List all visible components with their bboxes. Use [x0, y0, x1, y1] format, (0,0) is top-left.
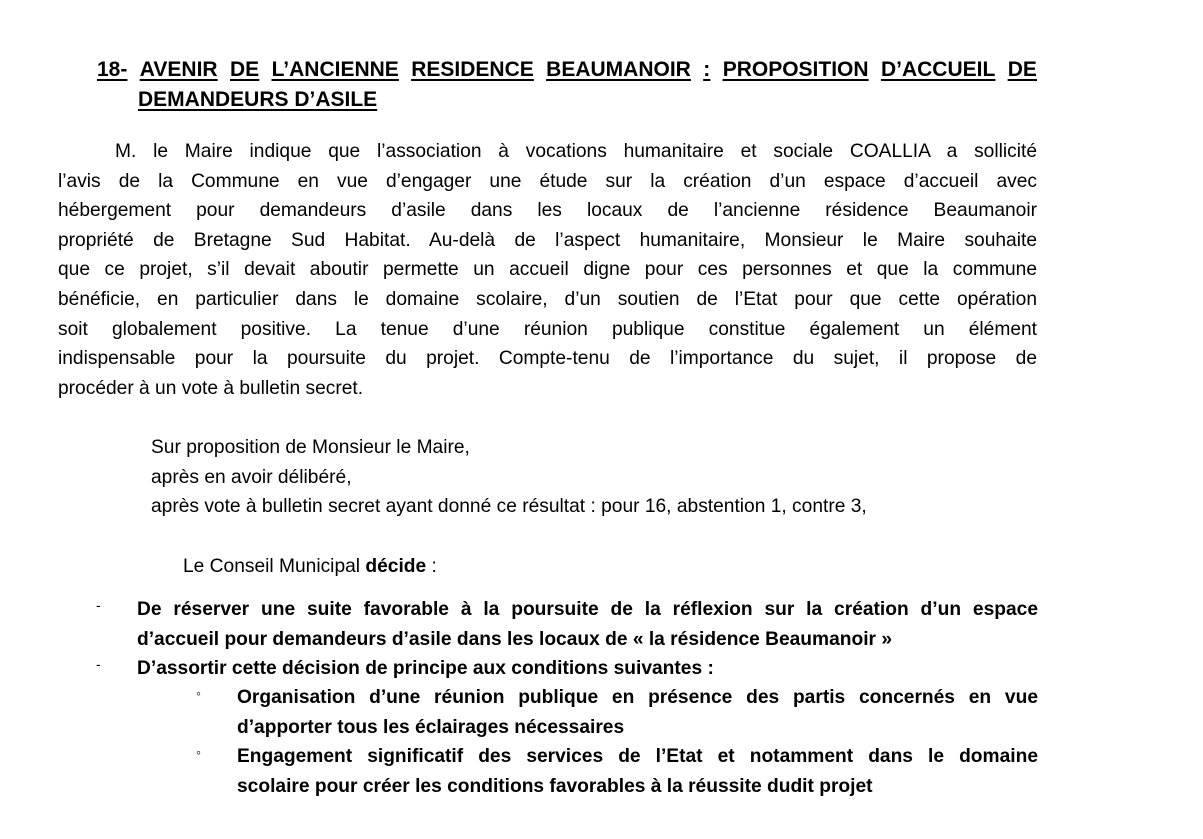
list-item-line: D’assortir cette décision de principe aux conditions suivantes :	[137, 658, 714, 680]
consideration-line: après en avoir délibéré,	[151, 466, 352, 488]
paragraph-line: indispensable pour la poursuite du projet. Compte-tenu de l’importance du sujet, il propose de	[58, 348, 1037, 370]
heading-word: BEAUMANOIR	[546, 58, 691, 81]
heading-word: 18-	[97, 58, 128, 81]
paragraph-line: propriété de Bretagne Sud Habitat. Au-delà de l’aspect humanitaire, Monsieur le Maire souhaite	[58, 229, 1037, 251]
intro-paragraph	[58, 137, 1037, 403]
heading-word: DE	[1007, 58, 1037, 81]
decision-prefix: Le Conseil Municipal	[183, 556, 366, 577]
list-item	[96, 654, 1038, 684]
heading-word: AVENIR	[139, 58, 218, 81]
heading-word: RESIDENCE	[411, 58, 534, 81]
paragraph-line: procéder à un vote à bulletin secret.	[58, 377, 364, 399]
sub-item-line: Organisation d’une réunion publique en présence des partis concernés en vue	[237, 687, 1038, 708]
consideration-line: après vote à bulletin secret ayant donné ce résultat : pour 16, abstention 1, contre 3,	[151, 496, 867, 518]
heading-line-1	[97, 55, 1037, 85]
decision-list	[96, 595, 1038, 684]
circle-bullet: ◦	[196, 685, 201, 701]
circle-bullet: ◦	[196, 744, 201, 761]
conditions-list	[196, 683, 1038, 801]
heading-word: PROPOSITION	[722, 58, 869, 81]
heading-word: DE	[230, 58, 260, 81]
section-heading	[97, 55, 1037, 115]
decision-verb: décide	[365, 556, 427, 577]
consideration-line: Sur proposition de Monsieur le Maire,	[151, 437, 470, 458]
heading-word: D’ACCUEIL	[880, 58, 996, 81]
paragraph-line: que ce projet, s’il devait aboutir permette un accueil digne pour ces personnes et que la commune	[58, 259, 1037, 281]
decision-suffix: :	[426, 556, 437, 577]
list-item-line: d’accueil pour demandeurs d’asile dans les locaux de « la résidence Beaumanoir »	[137, 628, 893, 650]
heading-line-2: DEMANDEURS D’ASILE	[138, 88, 378, 111]
sub-list-item	[196, 683, 1038, 742]
decision-intro	[183, 552, 437, 582]
dash-bullet: -	[96, 656, 101, 673]
paragraph-line: soit globalement positive. La tenue d’une réunion publique constitue également un élément	[58, 318, 1037, 340]
list-item	[96, 595, 1038, 654]
heading-word: :	[703, 58, 711, 81]
heading-word: L’ANCIENNE	[271, 58, 399, 81]
sub-list-item	[196, 742, 1038, 801]
paragraph-line: M. le Maire indique que l’association à vocations humanitaire et sociale COALLIA a sollicité	[115, 141, 1037, 162]
paragraph-line: bénéficie, en particulier dans le domaine scolaire, d’un soutien de l’Etat pour que cette opération	[58, 288, 1037, 310]
list-item-line: De réserver une suite favorable à la poursuite de la réflexion sur la création d’un espace	[137, 599, 1038, 620]
paragraph-line: hébergement pour demandeurs d’asile dans les locaux de l’ancienne résidence Beaumanoir	[58, 200, 1037, 222]
dash-bullet: -	[96, 597, 101, 613]
sub-item-line: d’apporter tous les éclairages nécessaires	[237, 716, 625, 738]
paragraph-line: l’avis de la Commune en vue d’engager une étude sur la création d’un espace d’accueil avec	[58, 170, 1037, 192]
considerations-block	[151, 433, 867, 522]
sub-item-line: Engagement significatif des services de l’Etat et notamment dans le domaine	[237, 746, 1038, 768]
sub-item-line: scolaire pour créer les conditions favorables à la réussite dudit projet	[237, 775, 873, 797]
